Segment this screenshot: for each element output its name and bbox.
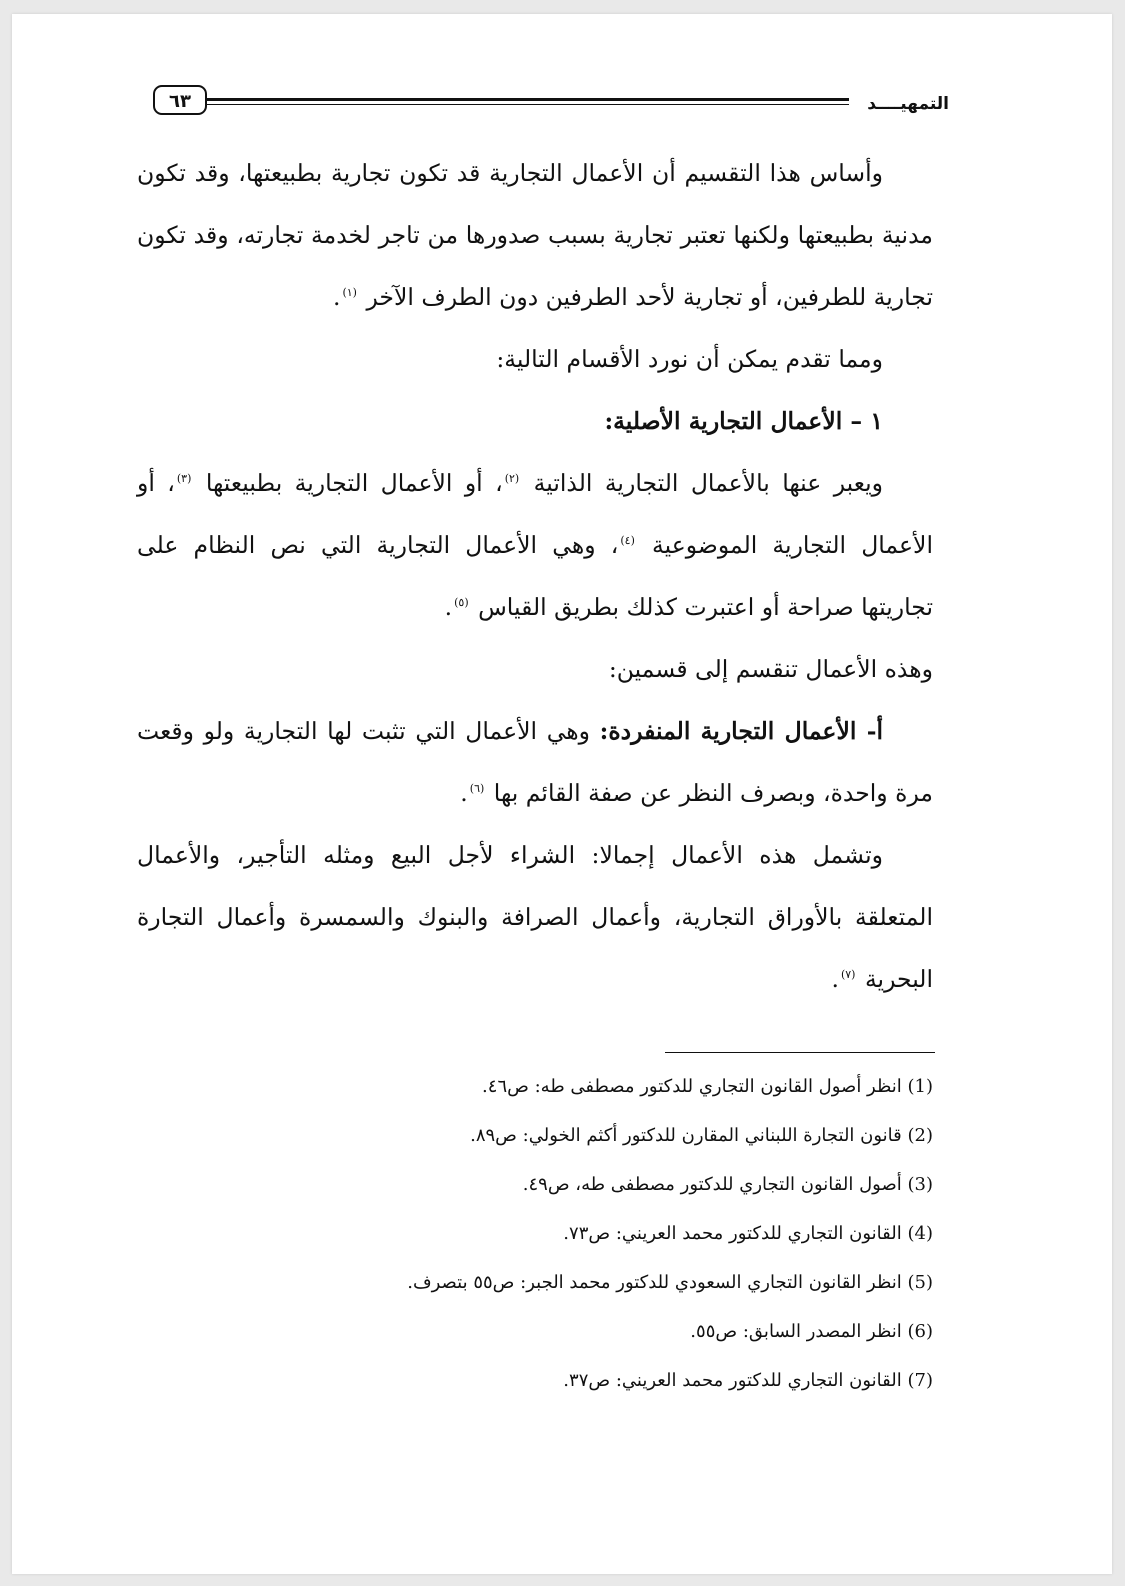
paragraph-6-text: وتشمل هذه الأعمال إجمالا: الشراء لأجل البيع ومثله التأجير، والأعمال المتعلقة بالأوراق التجارية، وأعمال الصرافة والبنوك والسمسرة وأعمال التجارة البحرية: [137, 841, 933, 993]
footnote-2: (2) قانون التجارة اللبناني المقارن للدكتور أكثم الخولي: ص٨٩.: [470, 1125, 933, 1146]
footnote-1: (1) انظر أصول القانون التجاري للدكتور مصطفى طه: ص٤٦.: [482, 1076, 933, 1097]
footnote-7: (7) القانون التجاري للدكتور محمد العريني: ص٣٧.: [563, 1370, 933, 1391]
chapter-title: التمهيــــد: [867, 94, 949, 114]
paragraph-6-end: .: [831, 965, 839, 993]
header-rule: [207, 98, 849, 108]
paragraph-2: ومما تقدم يمكن أن نورد الأقسام التالية:: [496, 345, 883, 373]
paragraph-5-end: .: [460, 779, 468, 807]
paragraph-1-text: وأساس هذا التقسيم أن الأعمال التجارية قد تكون تجارية بطبيعتها، وقد تكون مدنية بطبيعتها ولكنها تعتبر تجارية بسبب صدورها من تاجر لخدمة تجارته، وقد تكون تجارية للطرفين، أو تجارية لأحد الطرفين دون الطرف الآخر: [137, 159, 933, 311]
footnote-6: (6) انظر المصدر السابق: ص٥٥.: [690, 1321, 933, 1342]
paragraph-3: [137, 452, 933, 638]
subsection-heading-a: أ- الأعمال التجارية المنفردة:: [599, 717, 884, 745]
footnote-4: (4) القانون التجاري للدكتور محمد العريني: ص٧٣.: [563, 1223, 933, 1244]
page-header: [149, 72, 949, 118]
header-rule-thick: [207, 98, 849, 101]
paragraph-4: وهذه الأعمال تنقسم إلى قسمين:: [608, 655, 933, 683]
footnote-3: (3) أصول القانون التجاري للدكتور مصطفى طه، ص٤٩.: [522, 1174, 933, 1195]
footnote-ref-2: (٢): [504, 472, 520, 486]
header-rule-thin: [207, 104, 849, 105]
page-number: ٦٣: [153, 85, 207, 115]
paragraph-6: [137, 824, 933, 1010]
main-text: [137, 142, 933, 1010]
footnote-separator: [665, 1052, 935, 1053]
footnote-ref-7: (٧): [840, 968, 856, 982]
footnote-ref-6: (٦): [469, 782, 485, 796]
section-heading-1: ١ – الأعمال التجارية الأصلية:: [604, 407, 883, 435]
footnotes-list: [137, 1062, 933, 1405]
paragraph-3-part-c: ، أو الأعمال التجارية الموضوعية: [137, 469, 933, 559]
footnote-ref-4: (٤): [620, 534, 635, 548]
footnote-5: (5) انظر القانون التجاري السعودي للدكتور محمد الجبر: ص٥٥ بتصرف.: [407, 1272, 933, 1293]
paragraph-3-part-b: ، أو الأعمال التجارية بطبيعتها: [205, 469, 503, 497]
paragraph-1: [137, 142, 933, 328]
footnote-ref-1: (١): [342, 286, 357, 300]
footnote-ref-3: (٣): [176, 472, 192, 486]
paragraph-3-part-d: ، وهي الأعمال التجارية التي نص النظام على تجاريتها صراحة أو اعتبرت كذلك بطريق القياس: [137, 531, 933, 621]
paragraph-5: [137, 700, 933, 824]
footnote-ref-5: (٥): [454, 596, 469, 610]
paragraph-3-part-a: ويعبر عنها بالأعمال التجارية الذاتية: [533, 469, 883, 497]
paragraph-5-text: وهي الأعمال التي تثبت لها التجارية ولو وقعت مرة واحدة، وبصرف النظر عن صفة القائم بها: [137, 717, 933, 807]
paragraph-3-end: .: [444, 593, 453, 621]
paragraph-1-end: .: [332, 283, 341, 311]
